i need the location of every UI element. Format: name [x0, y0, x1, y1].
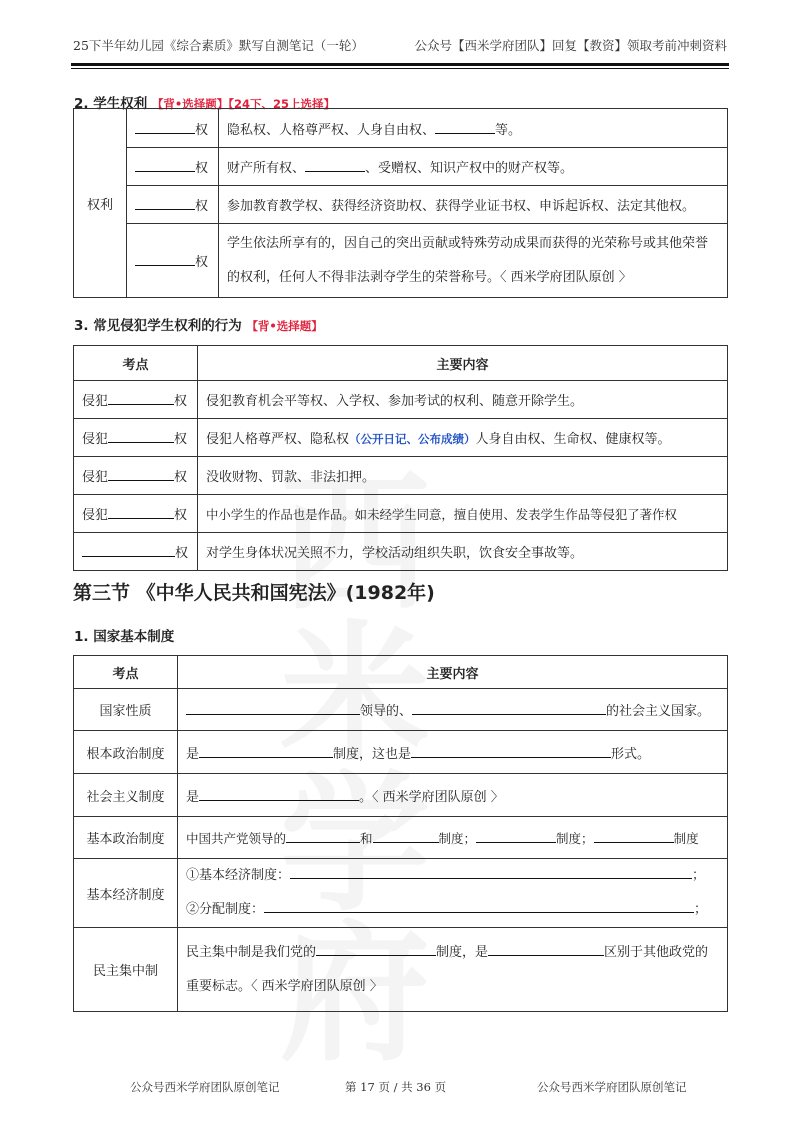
column-header: 考点 [74, 656, 178, 689]
content-text: 的社会主义国家。 [606, 704, 711, 719]
blank-cell [74, 419, 198, 457]
section-title-basic-systems: 1. 国家基本制度 [74, 629, 175, 645]
fill-blank[interactable] [199, 787, 359, 801]
suffix: 权 [174, 394, 188, 409]
content-cell: 学生依法所享有的，因自己的突出贡献或特殊劳动成果而获得的光荣称号或其他荣誉的权利，任何人不得非法剥夺学生的荣誉称号。〈 西米学府团队原创 〉 [219, 224, 728, 298]
suffix: 权 [195, 122, 209, 138]
content-cell [178, 774, 728, 817]
basic-systems-table [73, 655, 728, 1012]
fill-blank[interactable] [108, 391, 174, 405]
content-text: 是 [186, 789, 200, 805]
row-label: 民主集中制 [74, 928, 178, 1012]
content-text: ②分配制度： [186, 902, 265, 917]
blank-cell [74, 457, 198, 495]
fill-blank[interactable] [135, 252, 195, 266]
content-text: 财产所有权、 [227, 161, 306, 176]
header-left: 25下半年幼儿园《综合素质》默写自测笔记（一轮） [73, 38, 364, 53]
table-row [74, 533, 728, 571]
fill-blank[interactable] [135, 196, 195, 210]
suffix: 权 [195, 255, 209, 270]
fill-blank[interactable] [435, 120, 495, 134]
table-row [74, 381, 728, 419]
content-cell [219, 109, 728, 148]
suffix: 权 [195, 161, 209, 176]
blank-cell [127, 186, 219, 224]
content-text: 形式。 [611, 746, 651, 762]
fill-blank[interactable] [264, 899, 694, 913]
fill-blank[interactable] [286, 829, 360, 843]
content-text: 制度； [556, 830, 594, 846]
fill-blank[interactable] [476, 829, 556, 843]
content-text: 区别于其他政党的重要标志。〈 西米学府团队原创 〉 [186, 944, 709, 994]
table-row [74, 731, 728, 774]
header-divider [71, 63, 729, 69]
table-row [74, 928, 728, 1012]
content-cell [178, 817, 728, 859]
fill-blank[interactable] [108, 467, 174, 481]
row-label: 国家性质 [74, 689, 178, 731]
content-cell [219, 148, 728, 186]
content-text: 侵犯人格尊严权、隐私权 [206, 432, 350, 447]
table-row [74, 457, 728, 495]
table-row [74, 859, 728, 928]
content-text: 等。 [495, 122, 522, 138]
content-cell [178, 928, 728, 1012]
fill-blank[interactable] [373, 829, 439, 843]
blank-cell [74, 495, 198, 533]
suffix: 权 [174, 508, 188, 523]
student-rights-table [73, 108, 728, 298]
blank-cell [74, 533, 198, 571]
fill-blank[interactable] [412, 701, 606, 715]
blank-cell [127, 224, 219, 298]
content-text: 和 [360, 830, 373, 846]
content-text: 隐私权、人格尊严权、人身自由权、 [227, 122, 436, 138]
content-text: 制度，这也是 [333, 746, 412, 762]
fill-blank[interactable] [290, 865, 692, 879]
prefix: 侵犯 [82, 432, 109, 447]
content-cell [178, 859, 728, 928]
fill-blank[interactable] [411, 744, 611, 758]
table-row [74, 774, 728, 817]
content-cell: 侵犯教育机会平等权、入学权、参加考试的权利、随意开除学生。 [198, 381, 728, 419]
content-cell: 参加教育教学权、获得经济资助权、获得学业证书权、申诉起诉权、法定其他权。 [219, 186, 728, 224]
content-cell [198, 419, 728, 457]
content-text: ； [692, 868, 706, 883]
content-text: 制度； [438, 830, 477, 846]
prefix: 侵犯 [82, 470, 109, 485]
blank-cell [127, 148, 219, 186]
content-cell [178, 689, 728, 731]
content-cell: 对学生身体状况关照不力，学校活动组织失职，饮食安全事故等。 [198, 533, 728, 571]
section-title-violations [74, 314, 323, 334]
content-cell [178, 731, 728, 774]
column-header: 主要内容 [198, 346, 728, 381]
fill-blank[interactable] [488, 942, 604, 956]
fill-blank[interactable] [108, 429, 174, 443]
column-header: 考点 [74, 346, 198, 381]
table-row [74, 817, 728, 859]
row-label: 基本政治制度 [74, 817, 178, 859]
section-tag: 【背•选择题】【24下、25上选择】 [151, 97, 336, 111]
content-text: 领导的、 [360, 704, 413, 719]
content-text: 是 [186, 746, 200, 762]
section-title-text: 2. 学生权利 [74, 96, 148, 112]
prefix: 侵犯 [82, 508, 109, 523]
fill-blank[interactable] [186, 701, 360, 715]
table-row [74, 495, 728, 533]
suffix: 权 [174, 470, 188, 485]
row-label: 社会主义制度 [74, 774, 178, 817]
footer-right: 公众号西米学府团队原创笔记 [537, 1080, 687, 1094]
page-number: 第 17 页 / 共 36 页 [345, 1080, 447, 1094]
table-row [74, 186, 728, 224]
category-cell: 权利 [74, 109, 127, 298]
content-cell: 没收财物、罚款、非法扣押。 [198, 457, 728, 495]
blank-cell [127, 109, 219, 148]
table-header-row [74, 656, 728, 689]
table-row [74, 148, 728, 186]
footer-left: 公众号西米学府团队原创笔记 [130, 1080, 280, 1094]
content-cell: 中小学生的作品也是作品。如未经学生同意，擅自使用、发表学生作品等侵犯了著作权 [198, 495, 728, 533]
table-header-row [74, 346, 728, 381]
section-title-text: 3. 常见侵犯学生权利的行为 [74, 318, 242, 334]
chapter-title: 第三节 《中华人民共和国宪法》(1982年) [73, 582, 435, 604]
header-right: 公众号【西米学府团队】回复【教资】领取考前冲刺资料 [414, 38, 727, 53]
fill-blank[interactable] [305, 158, 365, 172]
page-header [73, 36, 727, 54]
table-row [74, 109, 728, 148]
content-text: ①基本经济制度： [186, 868, 291, 883]
fill-blank[interactable] [135, 120, 195, 134]
fill-blank[interactable] [82, 543, 175, 557]
column-header: 主要内容 [178, 656, 728, 689]
content-text: 人身自由权、生命权、健康权等。 [475, 432, 671, 447]
row-label: 基本经济制度 [74, 859, 178, 928]
section-tag: 【背•选择题】 [246, 319, 323, 333]
content-text: ； [694, 902, 708, 917]
suffix: 权 [174, 432, 188, 447]
fill-blank[interactable] [594, 829, 674, 843]
highlight-note: （公开日记、公布成绩） [349, 432, 476, 446]
content-text: 。〈 西米学府团队原创 〉 [359, 789, 504, 805]
fill-blank[interactable] [135, 158, 195, 172]
suffix: 权 [195, 199, 209, 214]
table-row [74, 224, 728, 298]
prefix: 侵犯 [82, 394, 109, 409]
row-label: 根本政治制度 [74, 731, 178, 774]
violations-table [73, 345, 728, 571]
table-row [74, 419, 728, 457]
blank-cell [74, 381, 198, 419]
content-text: 中国共产党领导的 [186, 830, 287, 846]
content-text: 、受赠权、知识产权中的财产权等。 [365, 161, 574, 176]
content-text: 民主集中制是我们党的 [186, 944, 317, 960]
content-text: 制度，是 [436, 944, 489, 960]
fill-blank[interactable] [108, 505, 174, 519]
suffix: 权 [175, 546, 189, 561]
fill-blank[interactable] [199, 744, 333, 758]
fill-blank[interactable] [316, 942, 436, 956]
table-row [74, 689, 728, 731]
content-text: 制度 [673, 830, 699, 846]
